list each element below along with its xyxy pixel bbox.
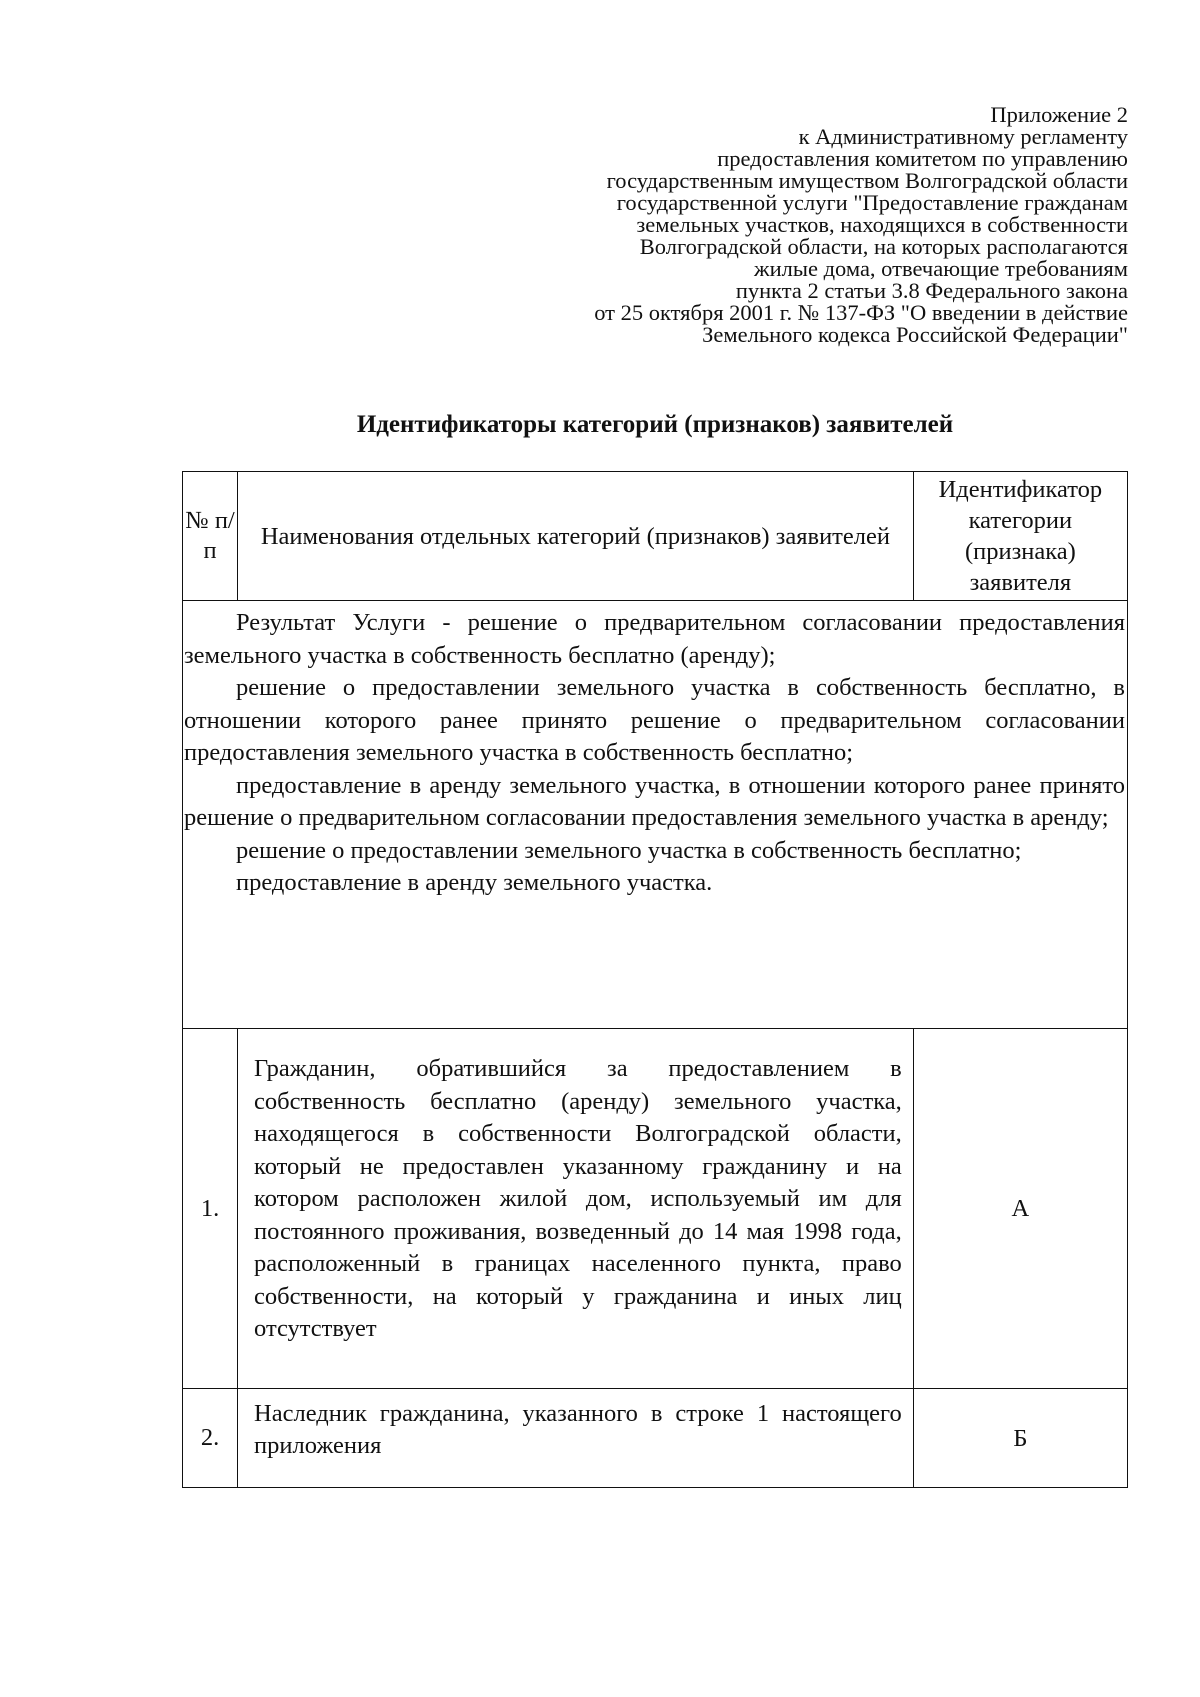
row-name-cell	[238, 1029, 914, 1389]
appendix-line: жилые дома, отвечающие требованиям	[754, 256, 1128, 281]
row-num: 1.	[183, 1029, 238, 1389]
appendix-line: государственным имуществом Волгоградской области	[606, 168, 1128, 193]
row-name-cell	[238, 1389, 914, 1488]
row-name: Наследник гражданина, указанного в строке 1 настоящего приложения	[254, 1399, 902, 1459]
appendix-line: к Административному регламенту	[798, 124, 1128, 149]
row-id: А	[913, 1029, 1127, 1389]
result-paragraph: решение о предоставлении земельного участка в собственность бесплатно, в отношении которого ранее принято решение о предварительном согласовании предоставления земельного участка в собственность бесплатно;	[184, 674, 1125, 766]
result-row	[183, 601, 1128, 1029]
result-paragraph: Результат Услуги - решение о предварительном согласовании предоставления земельного участка в собственность бесплатно (аренду);	[184, 609, 1125, 669]
header-num: № п/п	[183, 472, 238, 601]
appendix-line: земельных участков, находящихся в собственности	[636, 212, 1128, 237]
result-paragraph: предоставление в аренду земельного участка.	[236, 869, 713, 896]
table-row	[183, 1389, 1128, 1488]
appendix-line: предоставления комитетом по управлению	[717, 146, 1128, 171]
header-id: Идентификатор категории (признака) заявителя	[913, 472, 1127, 601]
row-num: 2.	[183, 1389, 238, 1488]
result-cell	[183, 601, 1128, 1029]
header-name: Наименования отдельных категорий (признаков) заявителей	[238, 472, 914, 601]
appendix-line: Приложение 2	[990, 102, 1128, 127]
appendix-line: государственной услуги "Предоставление гражданам	[616, 190, 1128, 215]
document-title: Идентификаторы категорий (признаков) заявителей	[356, 411, 954, 438]
appendix-line: пункта 2 статьи 3.8 Федерального закона	[735, 278, 1128, 303]
result-paragraph: предоставление в аренду земельного участка, в отношении которого ранее принято решение о предварительном согласовании предоставления земельного участка в аренду;	[184, 771, 1125, 831]
table-header-row	[183, 472, 1128, 601]
table-row	[183, 1029, 1128, 1389]
categories-table	[182, 471, 1128, 1488]
row-id: Б	[913, 1389, 1127, 1488]
appendix-line: Волгоградской области, на которых располагаются	[639, 234, 1128, 259]
appendix-line: Земельного кодекса Российской Федерации"	[702, 322, 1128, 347]
row-name: Гражданин, обратившийся за предоставлением в собственность бесплатно (аренду) земельного участка, находящегося в собственности Волгоградской области, который не предоставлен указанному гражданину и на котором расположен жилой дом, используемый им для постоянного проживания, возведенный до 14 мая 1998 года, расположенный в границах населенного пункта, право собственности, на который у гражданина и иных лиц отсутствует	[254, 1055, 902, 1343]
appendix-header	[480, 104, 1128, 346]
appendix-line: от 25 октября 2001 г. № 137-ФЗ "О введении в действие	[594, 300, 1128, 325]
result-paragraph: решение о предоставлении земельного участка в собственность бесплатно;	[236, 836, 1022, 864]
